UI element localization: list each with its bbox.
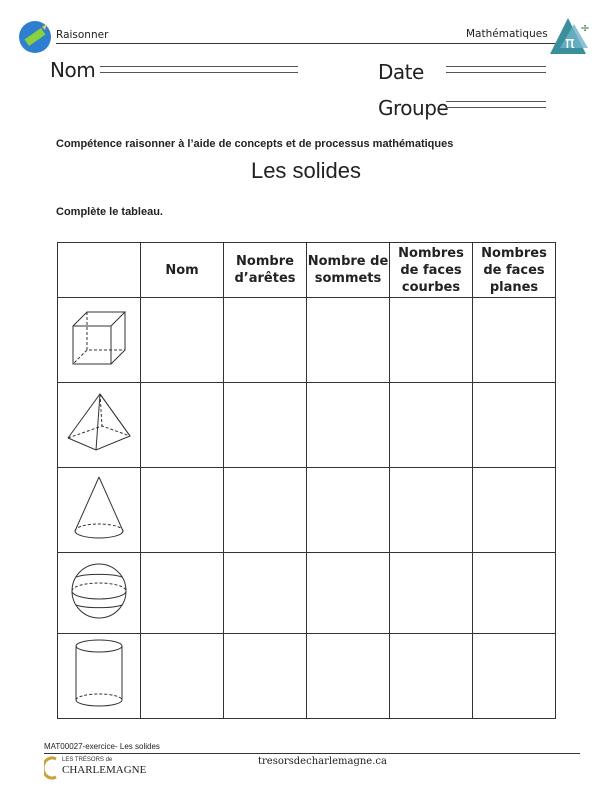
table-row xyxy=(58,634,556,719)
charlemagne-logo xyxy=(44,756,147,782)
answer-cell[interactable] xyxy=(141,298,224,383)
pencil-logo-icon xyxy=(18,20,52,54)
answer-cell[interactable] xyxy=(473,634,556,719)
logo-small-text: LES TRÉSORS de xyxy=(62,757,113,763)
competence-text: Compétence raisonner à l’aide de concepts et de processus mathématiques xyxy=(56,138,454,150)
cube-cell xyxy=(58,298,141,383)
answer-cell[interactable] xyxy=(307,468,390,553)
table-row xyxy=(58,298,556,383)
pyramid-cell xyxy=(58,383,141,468)
header-label: Nombre d’arêtes xyxy=(234,254,296,286)
answer-cell[interactable] xyxy=(473,298,556,383)
date-label: Date xyxy=(378,60,424,84)
cylinder-icon xyxy=(72,638,126,710)
sphere-icon xyxy=(69,561,129,621)
document-code: MAT00027-exercice- Les solides xyxy=(44,742,160,751)
group-field[interactable] xyxy=(446,101,546,113)
group-label: Groupe xyxy=(378,96,449,120)
answer-cell[interactable] xyxy=(224,634,307,719)
answer-cell[interactable] xyxy=(390,553,473,634)
answer-cell[interactable] xyxy=(141,634,224,719)
answer-cell[interactable] xyxy=(141,383,224,468)
answer-cell[interactable] xyxy=(473,383,556,468)
answer-cell[interactable] xyxy=(224,383,307,468)
header-label: Nom xyxy=(165,262,199,278)
answer-cell[interactable] xyxy=(390,298,473,383)
answer-cell[interactable] xyxy=(473,553,556,634)
header-cell-name xyxy=(141,243,224,298)
svg-text:π: π xyxy=(565,33,575,52)
cone-cell xyxy=(58,468,141,553)
logo-big-text: CHARLEMAGNE xyxy=(62,764,147,776)
subject-left-label: Raisonner xyxy=(56,29,109,41)
answer-cell[interactable] xyxy=(141,553,224,634)
header-label: Nombres de faces courbes xyxy=(398,245,464,295)
subject-right-label: Mathématiques xyxy=(466,28,548,40)
header-rule xyxy=(56,43,556,44)
solids-table xyxy=(57,242,556,719)
header-cell-shape xyxy=(58,243,141,298)
answer-cell[interactable] xyxy=(307,383,390,468)
table-row xyxy=(58,468,556,553)
answer-cell[interactable] xyxy=(390,634,473,719)
answer-cell[interactable] xyxy=(307,298,390,383)
header-label: Nombres de faces planes xyxy=(481,245,547,295)
svg-text:÷: ÷ xyxy=(580,21,591,35)
answer-cell[interactable] xyxy=(473,468,556,553)
header-cell-vertices xyxy=(307,243,390,298)
name-label: Nom xyxy=(50,58,96,82)
header-cell-flat-faces xyxy=(473,243,556,298)
header-cell-curved-faces xyxy=(390,243,473,298)
answer-cell[interactable] xyxy=(224,298,307,383)
table-header-row xyxy=(58,243,556,298)
instruction-text: Complète le tableau. xyxy=(56,206,163,218)
answer-cell[interactable] xyxy=(307,553,390,634)
math-logo-icon xyxy=(546,14,592,60)
crown-icon xyxy=(44,756,60,780)
sphere-cell xyxy=(58,553,141,634)
header-label: Nombre de sommets xyxy=(307,254,389,286)
cone-icon xyxy=(71,475,127,541)
date-field[interactable] xyxy=(446,66,546,78)
header-cell-edges xyxy=(224,243,307,298)
answer-cell[interactable] xyxy=(141,468,224,553)
name-field[interactable] xyxy=(100,66,298,78)
answer-cell[interactable] xyxy=(307,634,390,719)
answer-cell[interactable] xyxy=(390,383,473,468)
footer-rule xyxy=(44,753,580,754)
cylinder-cell xyxy=(58,634,141,719)
answer-cell[interactable] xyxy=(224,468,307,553)
answer-cell[interactable] xyxy=(224,553,307,634)
cube-icon xyxy=(67,308,131,368)
website-link[interactable]: tresorsdecharlemagne.ca xyxy=(258,756,387,767)
answer-cell[interactable] xyxy=(390,468,473,553)
pyramid-icon xyxy=(64,392,134,454)
page-title: Les solides xyxy=(250,158,362,183)
table-row xyxy=(58,553,556,634)
table-row xyxy=(58,383,556,468)
